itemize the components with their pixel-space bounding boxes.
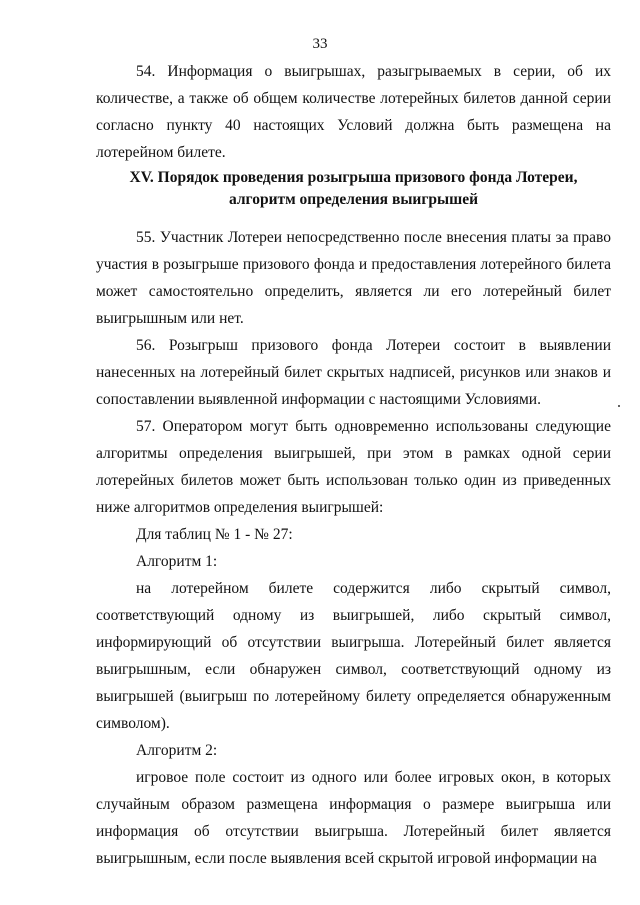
clause-55: 55. Участник Лотереи непосредственно после внесения платы за право участия в розыгрыше призового фонда и предоставления лотерейного билета может самостоятельно определить, является ли его лотерейный билет выигрышным или нет. [96,229,611,327]
clause-54-block [96,58,611,166]
page-number: 33 [312,36,328,52]
algorithm-1-label: Алгоритм 1: [136,553,218,570]
algorithm-2-label: Алгоритм 2: [136,742,218,759]
clause-57: 57. Оператором могут быть одновременно использованы следующие алгоритмы определения выигрышей, при этом в рамках одной серии лотерейных билетов может быть использован только один из приведенных ниже алгоритмов определения выигрышей: [96,418,611,516]
section-heading-line-2: алгоритм определения выигрышей [228,191,479,208]
body-block [96,224,611,872]
algorithm-1-text: на лотерейном билете содержится либо скрытый символ, соответствующий одному из выигрышей, либо скрытый символ, информирующий об отсутствии выигрыша. Лотерейный билет является выигрышным, если обнаружен символ, соответствующий одному из выигрышей (выигрыш по лотерейному билету определяется обнаруженным символом). [96,580,611,732]
tables-label: Для таблиц № 1 - № 27: [136,526,293,543]
clause-54: 54. Информация о выигрышах, разыгрываемых в серии, об их количестве, а также об общем количестве лотерейных билетов данной серии согласно пункту 40 настоящих Условий должна быть размещена на лотерейном билете. [96,63,611,161]
clause-56: 56. Розыгрыш призового фонда Лотереи состоит в выявлении нанесенных на лотерейный билет скрытых надписей, рисунков или знаков и сопоставлении выявленной информации с настоящими Условиями. [96,337,611,408]
scan-speck [618,405,620,407]
algorithm-2-text: игровое поле состоит из одного или более игровых окон, в которых случайным образом размещена информация о размере выигрыша или информация об отсутствии выигрыша. Лотерейный билет является выигрышным, если после выявления всей скрытой игровой информации на [96,769,611,867]
section-heading [96,167,611,211]
section-heading-line-1: XV. Порядок проведения розыгрыша призового фонда Лотереи, [129,169,578,186]
